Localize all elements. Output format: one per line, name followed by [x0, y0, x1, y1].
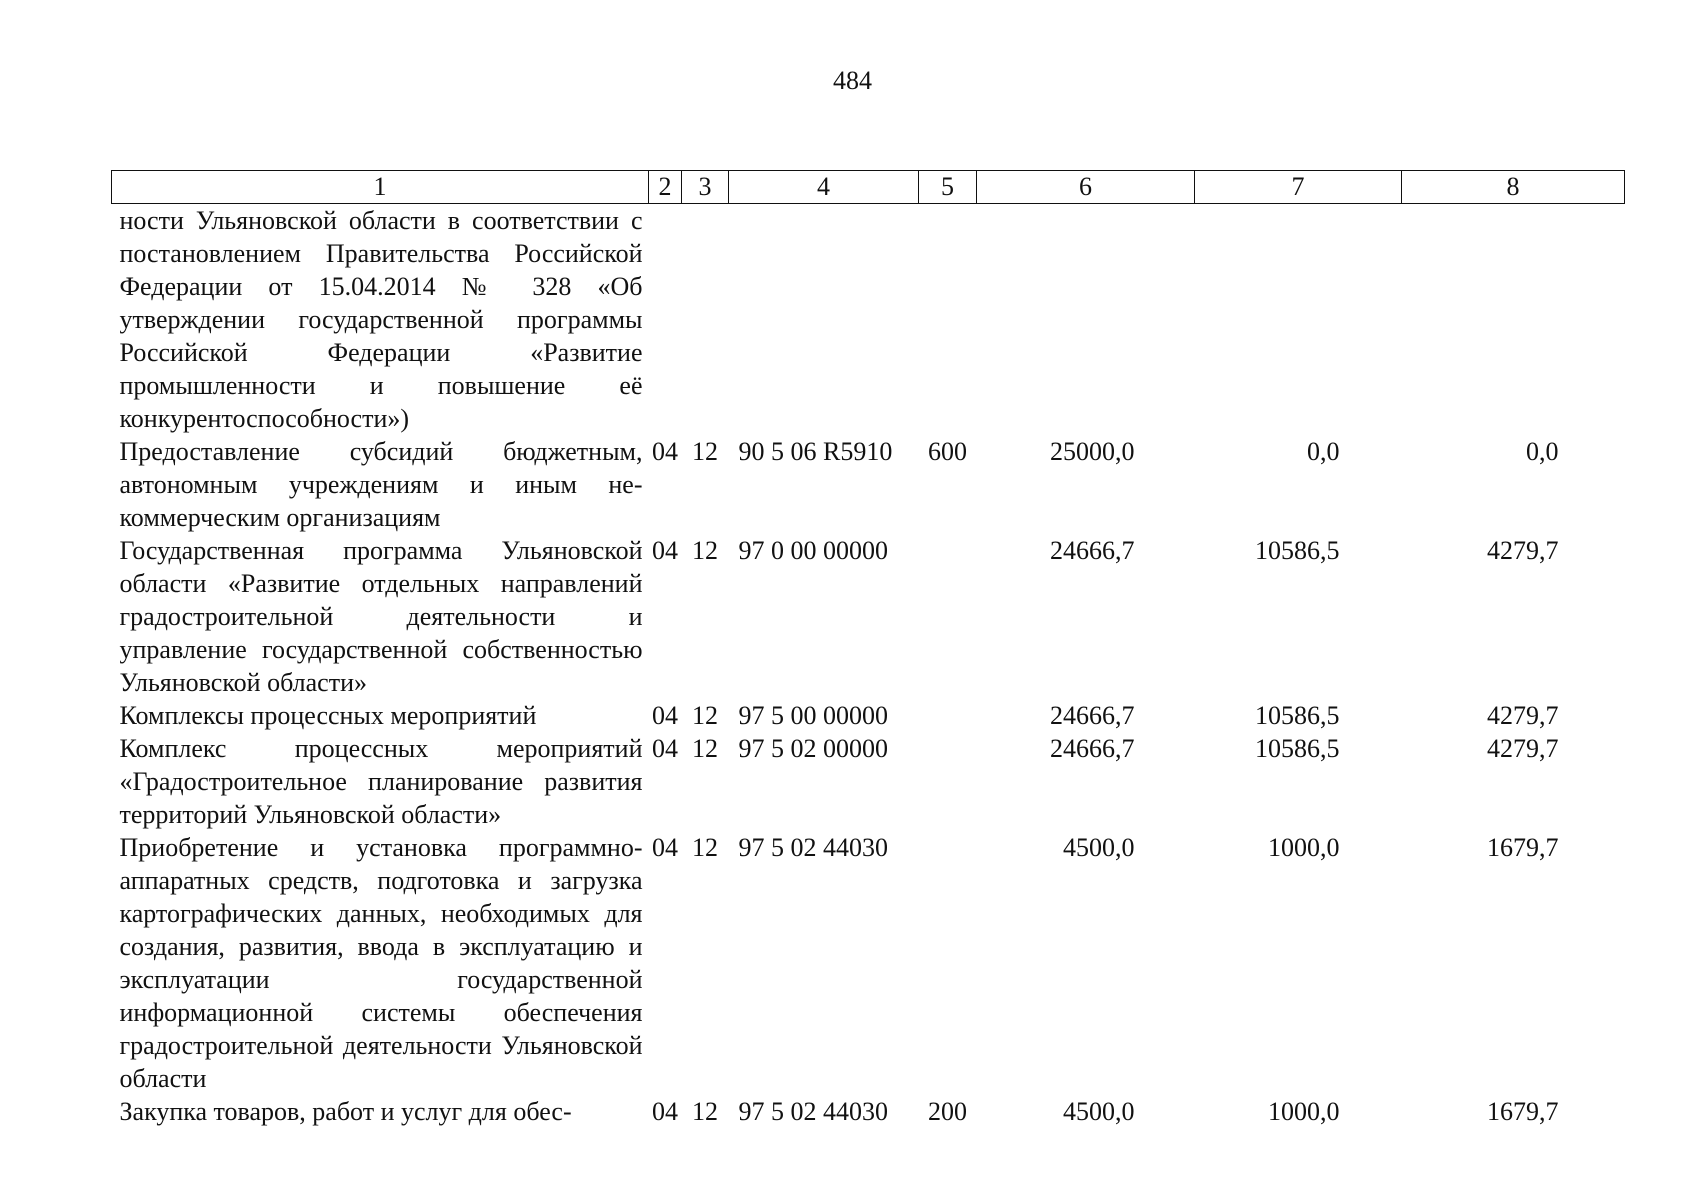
target-article-code	[729, 204, 919, 436]
column-header: 2	[649, 171, 682, 204]
section-code: 04	[652, 536, 678, 565]
subsection-code: 12	[692, 437, 718, 466]
amount-col-7: 1000,0	[1268, 1097, 1340, 1126]
column-header: 8	[1402, 171, 1625, 204]
amount-col-7: 0,0	[1307, 437, 1340, 466]
page-number: 484	[833, 66, 872, 95]
header-row	[112, 171, 1625, 204]
subsection-code: 12	[692, 1097, 718, 1126]
section-code: 04	[652, 701, 678, 730]
section-code: 04	[652, 833, 678, 862]
amount-col-8	[1402, 204, 1625, 436]
subsection-code: 12	[692, 701, 718, 730]
amount-col-8: 4279,7	[1487, 536, 1559, 565]
table-row	[112, 435, 1625, 534]
target-article-code: 97 5 02 00000	[738, 734, 888, 763]
amount-col-8: 1679,7	[1487, 833, 1559, 862]
amount-col-7: 10586,5	[1255, 701, 1340, 730]
amount-col-7: 10586,5	[1255, 536, 1340, 565]
amount-col-8: 0,0	[1526, 437, 1559, 466]
section-code: 04	[652, 1097, 678, 1126]
section-code	[649, 204, 682, 436]
amount-col-7: 1000,0	[1268, 833, 1340, 862]
amount-col-6: 4500,0	[1063, 1097, 1135, 1126]
expense-type-code	[919, 204, 977, 436]
amount-col-7: 10586,5	[1255, 734, 1340, 763]
expense-type-code	[919, 831, 977, 1095]
target-article-code: 97 5 02 44030	[738, 1097, 888, 1126]
row-description: Предоставление субсидий бюджетным, автономным учреждениям и иным некоммерческим организациям	[119, 437, 643, 532]
amount-col-6	[977, 204, 1195, 436]
budget-table	[111, 170, 1625, 1128]
expense-type-code	[919, 534, 977, 699]
column-header: 1	[112, 171, 649, 204]
amount-col-8: 4279,7	[1487, 734, 1559, 763]
target-article-code: 97 5 02 44030	[738, 833, 888, 862]
subsection-code: 12	[692, 536, 718, 565]
table-row	[112, 534, 1625, 699]
column-header: 4	[729, 171, 919, 204]
target-article-code: 90 5 06 R5910	[738, 437, 893, 466]
target-article-code: 97 0 00 00000	[738, 536, 888, 565]
column-header: 7	[1195, 171, 1402, 204]
expense-type-code: 200	[928, 1097, 967, 1126]
table-row	[112, 831, 1625, 1095]
amount-col-8: 4279,7	[1487, 701, 1559, 730]
expense-type-code: 600	[928, 437, 967, 466]
amount-col-7	[1195, 204, 1402, 436]
row-description: Государственная программа Ульяновской области «Развитие отдельных направлений градостроительной деятельности и управление государственной собственностью Ульяновской области»	[119, 536, 643, 697]
table-row	[112, 732, 1625, 831]
column-header: 6	[977, 171, 1195, 204]
amount-col-6: 24666,7	[1050, 734, 1135, 763]
row-description: Приобретение и установка программно-аппаратных средств, подготовка и загрузка картографических данных, необходимых для создания, развития, ввода в эксплуатацию и эксплуатации государственной информационной системы обеспечения градостроительной деятельности Ульяновской области	[119, 833, 643, 1093]
amount-col-8: 1679,7	[1487, 1097, 1559, 1126]
amount-col-6: 25000,0	[1050, 437, 1135, 466]
row-description: Закупка товаров, работ и услуг для обес-	[119, 1097, 572, 1126]
section-code: 04	[652, 437, 678, 466]
table-row	[112, 204, 1625, 436]
column-header: 5	[919, 171, 977, 204]
subsection-code: 12	[692, 734, 718, 763]
amount-col-6: 24666,7	[1050, 701, 1135, 730]
expense-type-code	[919, 732, 977, 831]
target-article-code: 97 5 00 00000	[738, 701, 888, 730]
table-row	[112, 1095, 1625, 1128]
subsection-code	[682, 204, 729, 436]
section-code: 04	[652, 734, 678, 763]
expense-type-code	[919, 699, 977, 732]
amount-col-6: 4500,0	[1063, 833, 1135, 862]
amount-col-6: 24666,7	[1050, 536, 1135, 565]
table-row	[112, 699, 1625, 732]
row-description: ности Ульяновской области в соответствии с постановлением Правительства Российской Федерации от 15.04.2014 № 328 «Об утверждении государственной программы Российской Федерации «Развитие промышленности и повышение её конкурентоспособности»)	[119, 206, 643, 433]
column-header: 3	[682, 171, 729, 204]
row-description: Комплекс процессных мероприятий «Градостроительное планирование развития территорий Ульяновской области»	[119, 734, 643, 829]
subsection-code: 12	[692, 833, 718, 862]
row-description: Комплексы процессных мероприятий	[119, 701, 537, 730]
